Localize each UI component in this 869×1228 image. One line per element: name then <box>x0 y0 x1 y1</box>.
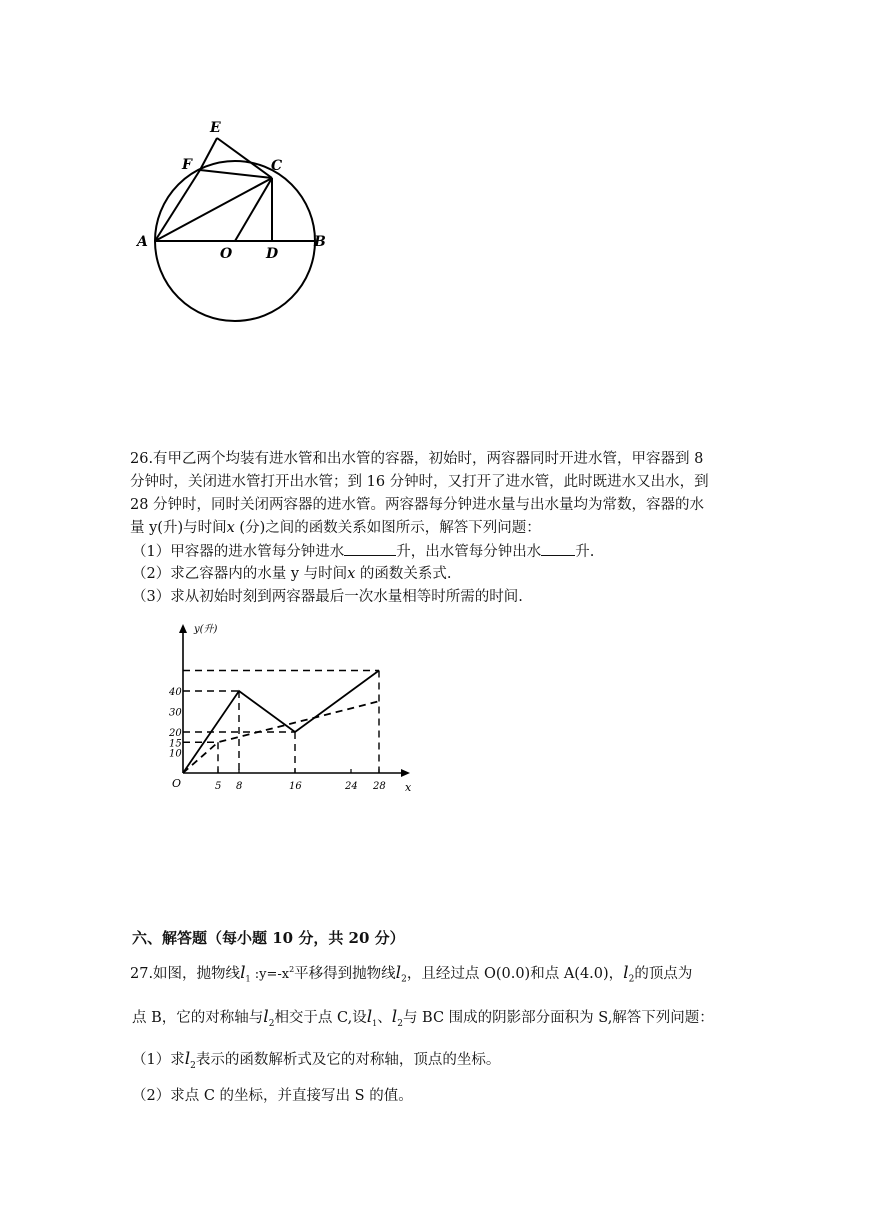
x-tick-label-5: 5 <box>215 781 222 792</box>
var-l: l <box>263 1007 269 1027</box>
q27-l2-a: 点 B，它的对称轴与 <box>132 1010 264 1026</box>
q27-sub-1 <box>132 1049 500 1076</box>
q26-sub-1 <box>132 541 594 562</box>
var-l: l <box>366 1007 373 1027</box>
y-tick-label-10: 10 <box>169 748 182 760</box>
q27-sub-1-b: 表示的函数解析式及它的对称轴，顶点的坐标。 <box>195 1052 501 1068</box>
q27-line-2 <box>132 1007 714 1034</box>
q27-l1-eq: :y=-x <box>250 966 290 982</box>
answer-blank-1[interactable] <box>344 541 396 556</box>
q26-line-4-a: 量 y(升)与时间 <box>130 520 227 536</box>
answer-blank-2[interactable] <box>541 541 575 556</box>
q26-sub-3: （3）求从初始时刻到两容器最后一次水量相等时所需的时间. <box>132 589 523 605</box>
q27-l1-c: ，且经过点 O(0.0)和点 A(4.0)， <box>406 965 624 982</box>
subscript: 2 <box>628 974 635 985</box>
label-o: O <box>220 246 233 262</box>
x-tick-label-28: 28 <box>373 781 386 792</box>
q26-line-4 <box>130 518 541 538</box>
y-axis-label: y(升) <box>194 624 218 635</box>
q26-line-3: 28 分钟时，同时关闭两容器的进水管。两容器每分钟进水量与出水量均为常数，容器的水 <box>130 497 705 513</box>
superscript: 2 <box>289 965 295 974</box>
label-f: F <box>182 157 192 173</box>
var-l: l <box>391 1007 398 1027</box>
y-axis-arrow <box>179 624 187 633</box>
q27-l2-b: 相交于点 C,设 <box>274 1010 367 1026</box>
q27-sub-2: （2）求点 C 的坐标，并直接写出 S 的值。 <box>132 1088 413 1104</box>
y-tick-label-40: 40 <box>169 687 182 698</box>
x-tick-label-16: 16 <box>289 781 302 792</box>
x-tick-label-24: 24 <box>345 781 358 792</box>
var-x: x <box>347 566 356 582</box>
x-tick-label-8: 8 <box>236 781 243 792</box>
q27-l1-d: 的顶点为 <box>634 965 693 982</box>
q26-sub-1-a: （1）甲容器的进水管每分钟进水 <box>132 544 345 560</box>
q26-line-1: 26.有甲乙两个均装有进水管和出水管的容器，初始时，两容器同时开进水管，甲容器到 8 <box>130 451 704 467</box>
q26-sub-2 <box>132 564 452 584</box>
q26-sub-2-b: 的函数关系式. <box>355 566 452 582</box>
subscript: 2 <box>401 974 407 985</box>
x-axis-arrow <box>401 769 410 777</box>
segment-af <box>155 170 200 241</box>
var-l: l <box>184 1049 191 1069</box>
q27-line-1 <box>130 960 692 990</box>
q26-sub-1-b: 升，出水管每分钟出水 <box>396 544 542 560</box>
geometry-figure <box>125 110 345 330</box>
q26-chart <box>150 615 430 805</box>
var-x: x <box>226 520 235 536</box>
q27-l1-b: 平移得到抛物线 <box>294 965 396 982</box>
label-d: D <box>266 246 279 262</box>
q27-l2-c: 、 <box>377 1010 392 1026</box>
subscript: 1 <box>245 974 251 984</box>
subscript: 2 <box>268 1018 275 1029</box>
var-l: l <box>395 962 402 983</box>
q27-l2-d: 与 BC 围成的阴影部分面积为 S,解答下列问题： <box>402 1010 714 1026</box>
q26-sub-2-a: （2）求乙容器内的水量 y 与时间 <box>132 566 348 582</box>
y-tick-label-20: 20 <box>169 728 182 739</box>
subscript: 1 <box>372 1018 378 1028</box>
section-6-heading: 六、解答题（每小题 10 分，共 20 分） <box>132 929 405 947</box>
origin-label: O <box>172 777 182 790</box>
x-axis-label: x <box>405 781 412 794</box>
q26-sub-1-c: 升. <box>575 544 595 560</box>
subscript: 2 <box>190 1060 196 1071</box>
q27-l1-a: 27.如图，抛物线 <box>130 965 241 982</box>
subscript: 2 <box>397 1018 403 1029</box>
label-c: C <box>271 158 283 174</box>
label-b: B <box>314 234 326 250</box>
series-line-2 <box>183 701 379 773</box>
y-tick-label-30: 30 <box>169 707 182 719</box>
q27-sub-1-a: （1）求 <box>132 1052 185 1068</box>
label-a: A <box>137 234 148 250</box>
series-line-1 <box>183 671 379 774</box>
var-l: l <box>623 962 629 983</box>
q26-line-4-b: (分)之间的函数关系如图所示，解答下列问题： <box>234 520 541 536</box>
var-l: l <box>240 962 246 983</box>
q26-line-2: 分钟时，关闭进水管打开出水管；到 16 分钟时，又打开了进水管，此时既进水又出水，到 <box>130 474 709 490</box>
y-tick-label-15: 15 <box>169 738 182 750</box>
label-e: E <box>210 120 221 136</box>
